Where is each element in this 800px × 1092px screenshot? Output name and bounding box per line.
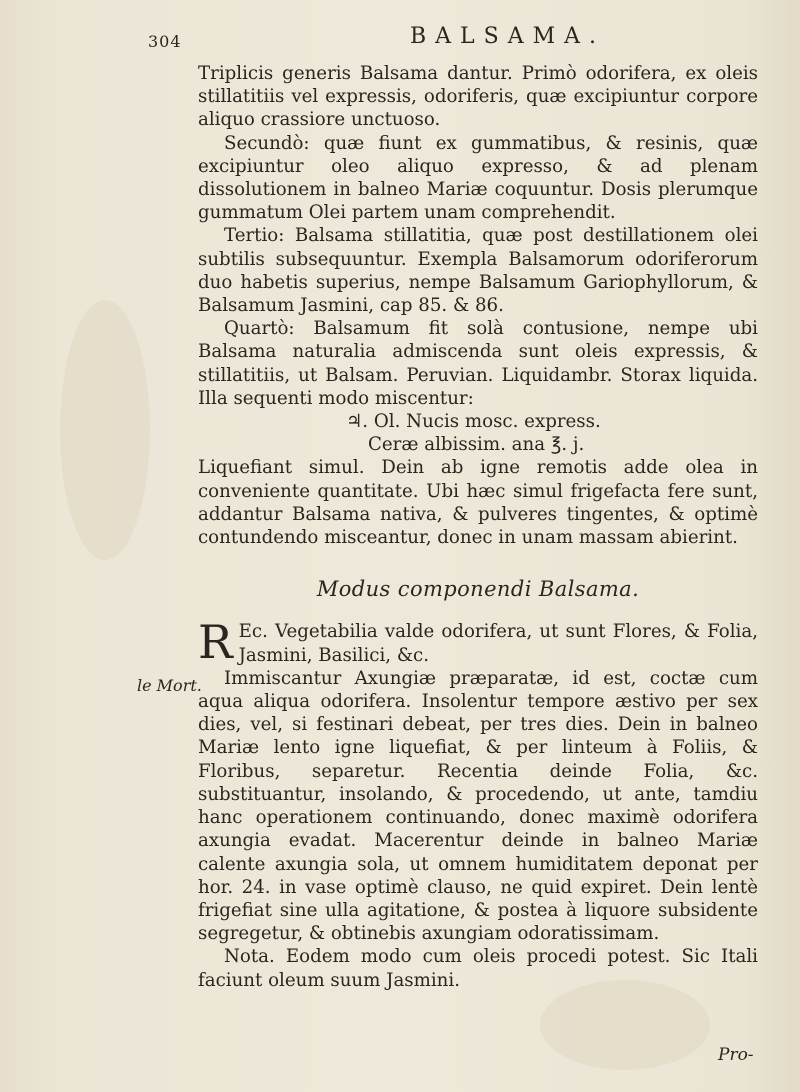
- paragraph-4: Quartò: Balsamum fit solà contusione, nempe ubi Balsama naturalia admiscenda sunt oleis expressis, & stillatitiis, ut Balsam. Peruvian. Liquidambr. Storax liquida. Illa sequenti modo miscentur:: [198, 318, 758, 409]
- recipe-line-1: ♃. Ol. Nucis mosc. express.: [346, 411, 601, 433]
- paragraph-2: Secundò: quæ fiunt ex gummatibus, & resinis, quæ excipiuntur oleo aliquo expresso, & ad plenam dissolutionem in balneo Mariæ coquuntur. Dosis plerumque gummatum Olei partem unam comprehendit.: [198, 132, 758, 224]
- page-number: 304: [148, 32, 182, 51]
- paper-stain: [540, 980, 710, 1070]
- drop-cap: R: [198, 615, 233, 670]
- paper-stain: [60, 300, 150, 560]
- section-first-text: Ec. Vegetabilia valde odorifera, ut sunt Flores, & Folia, Jasmini, Basilici, &c.: [238, 621, 758, 666]
- main-text: [198, 62, 758, 992]
- paragraph-3: Tertio: Balsama stillatitia, quæ post destillationem olei subtilis subsequuntur. Exempla Balsamorum odoriferorum duo habetis superius, nempe Balsamum Gariophyllorum, & Balsamum Jasmini, cap 85. & 86.: [198, 225, 758, 317]
- recipe-line-2: Ceræ albissim. ana ℥. j.: [368, 434, 585, 456]
- running-head: BALSAMA.: [410, 24, 606, 49]
- section-first-paragraph: [198, 615, 758, 670]
- section-paragraph-3: Nota. Eodem modo cum oleis procedi potest. Sic Itali faciunt oleum suum Jasmini.: [198, 946, 758, 991]
- section-paragraph-2: Immiscantur Axungiæ præparatæ, id est, coctæ cum aqua aliqua odorifera. Insolentur tempore æstivo per sex dies, vel, si festinari debeat, per tres dies. Dein in balneo Mariæ lento igne liquefiat, & per linteum à Foliis, & Floribus, separetur. Recentia deinde Folia, &c. substituantur, insolando, & procedendo, ut ante, tamdiu hanc operationem continuando, donec maximè odorifera axungia evadat. Macerentur deinde in balneo Mariæ calente axungia sola, ut omnem humiditatem deponat per hor. 24. in vase optimè clauso, ne quid expiret. Dein lentè frigefiat sine ulla agitatione, & postea à liquore subsidente segregetur, & obtinebis axungiam odoratissimam.: [198, 667, 758, 945]
- paragraph-after-recipe: Liquefiant simul. Dein ab igne remotis adde olea in conveniente quantitate. Ubi hæc simul frigefacta fere sunt, addantur Balsama nativa, & pulveres tingentes, & optimè contundendo misceantur, donec in unam massam abierint.: [198, 457, 758, 549]
- catchword: Pro-: [718, 1045, 754, 1065]
- page-header: [148, 24, 748, 54]
- paragraph-1: Triplicis generis Balsama dantur. Primò odorifera, ex oleis stillatitiis vel expressis, odoriferis, quæ excipiuntur corpore aliquo crassiore unctuoso.: [198, 63, 758, 131]
- margin-note: le Mort.: [137, 676, 202, 695]
- section-title: Modus componendi Balsama.: [316, 577, 640, 602]
